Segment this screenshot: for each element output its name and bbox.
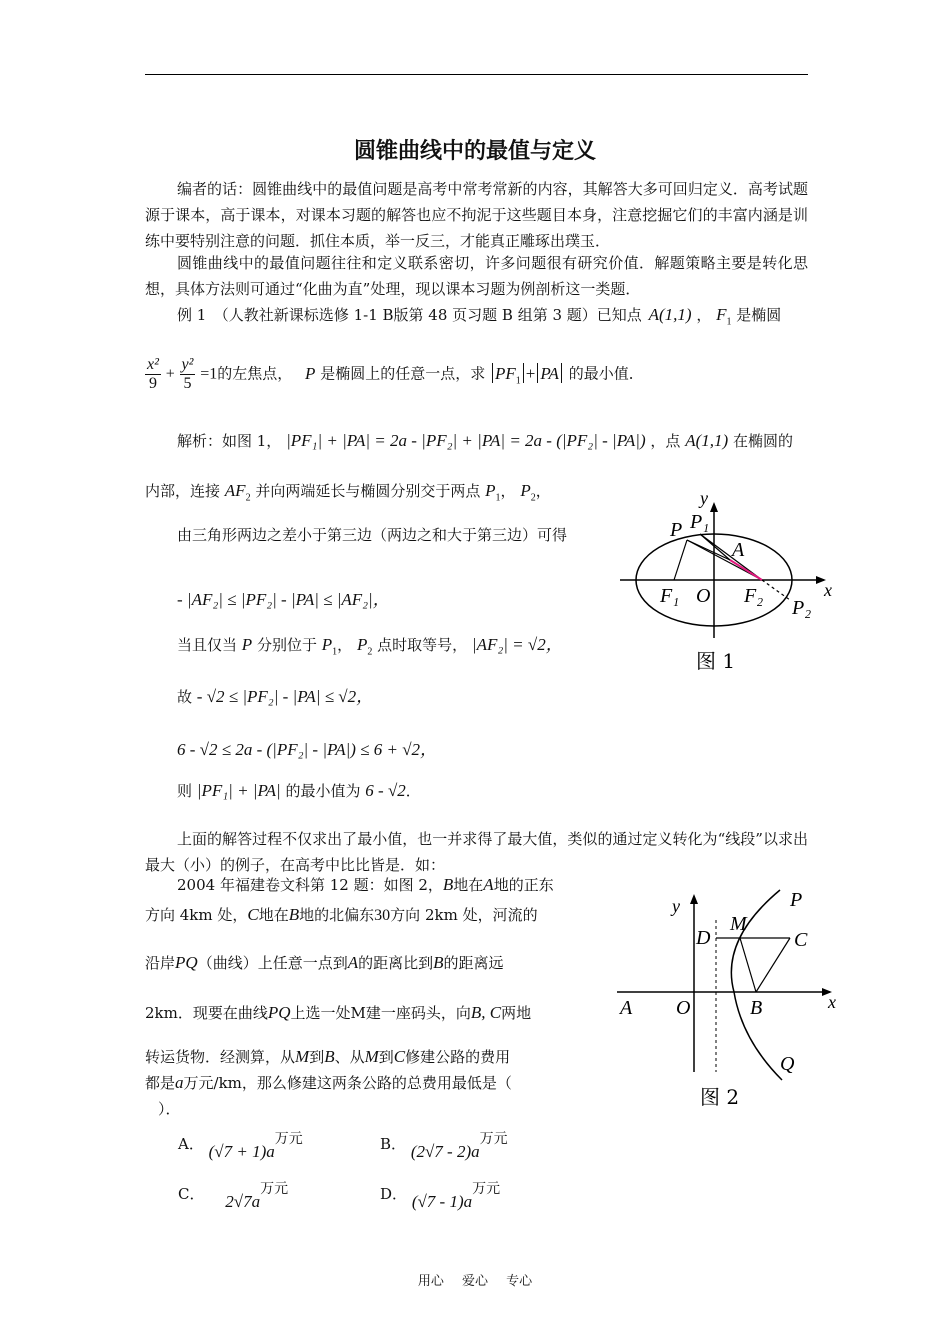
figure-2 [612, 880, 842, 1115]
choice-c: C． $2√7a^{万元}$ [178, 1181, 289, 1211]
fig2-label-d: D [696, 927, 711, 949]
p2-var: $P_2$ [520, 481, 536, 504]
equality-text: 当且仅当 [177, 636, 238, 654]
figure-1 [612, 490, 842, 675]
p-var: P [305, 363, 316, 383]
fig2-bc [756, 938, 790, 992]
inequality-3: 6 - √2 ≤ 2a - (|PF₂| - |PA|) ≤ 6 + √2， [177, 740, 438, 759]
page-footer: 用心 爱心 专心 [417, 1274, 533, 1289]
extend-text: 并向两端延长与椭圆分别交于两点 [255, 482, 481, 500]
header-rule [145, 74, 808, 75]
example1-line: 例 1 （人教社新课标选修 1-1 B版第 48 页习题 B 组第 3 题）已知点 A(1,1) ， $F_1$ 是椭圆 [177, 305, 782, 328]
left-focus-text: 的左焦点， [217, 364, 293, 383]
fig1-label-x: x [824, 580, 832, 600]
fujian-line-7: ）． [158, 1100, 181, 1118]
frac-y: $\frac{\text{y²}}{5}$ [181, 356, 194, 392]
result-line: 则 |PF₁| + |PA| 的最小值为 6 - √2． [177, 781, 421, 800]
equality-mid: 分别位于 [256, 636, 317, 654]
fig1-p1a [700, 534, 730, 560]
fujian-line-2: 方向 4km 处，C地在B地的北偏东30方向 2km 处，河流的 [145, 905, 538, 924]
fig1-dash [762, 580, 790, 600]
p1-var-2: $P_1$ [321, 635, 338, 658]
ellipse-equation-line: $\frac{\text{x²}}{9}$ + $\frac{\text{y²}}{5}$ =1的左焦点， P 是椭圆上的任意一点，求 $PF_1$ + PA 的最小值． [147, 356, 644, 392]
fujian-line-5: 转运货物．经测算，从M到B、从M到C修建公路的费用 [145, 1047, 511, 1066]
p-text: 是椭圆上的任意一点，求 [320, 364, 486, 383]
fujian-line-1: 2004 年福建卷文科第 12 题：如图 2，B地在A地的正东 [177, 875, 554, 894]
fig1-label-f1: F₁ [660, 585, 680, 607]
fig1-label-o: O [696, 585, 711, 607]
fig1-label-f2: F₂ [744, 585, 764, 607]
pf1-pa-expr: $PF_1$ + PA [490, 364, 564, 383]
is-ellipse-text: 是椭圆 [736, 306, 782, 324]
result-value: 6 - √2 [365, 781, 406, 800]
eq-one: =1 [200, 365, 218, 383]
solution-line [177, 430, 793, 451]
p2-var-2: $P_2$ [356, 635, 373, 658]
solution-equation: |PF₁| + |PA| = 2a - |PF₂| + |PA| = 2a - (|PF₂| - |PA|) [286, 431, 646, 450]
triangle-text: 由三角形两边之差小于第三边（两边之和大于第三边）可得 [177, 526, 568, 544]
fig1-label-p: P [670, 519, 683, 541]
fig1-label-a: A [732, 539, 745, 561]
fig2-label-b: B [750, 997, 763, 1019]
result-expression: |PF₁| + |PA| [196, 781, 281, 800]
example1-lead: 例 1 （人教社新课标选修 1-1 B版第 48 页习题 B 组第 3 题）已知点 [177, 306, 642, 324]
fig1-af2 [730, 560, 762, 580]
fig2-y-arrow [690, 894, 698, 904]
fig2-caption: 图 2 [700, 1085, 740, 1109]
fig2-label-q: Q [780, 1053, 795, 1075]
result-text: 的最小值为 [285, 782, 361, 800]
fig1-label-y: y [700, 490, 708, 508]
point-a: A(1,1) [648, 305, 692, 324]
frac-x: $\frac{\text{x²}}{9}$ [147, 356, 159, 392]
f1-var: $F_1$ [716, 305, 732, 328]
fujian-line-6: 都是a万元/km，那么修建这两条公路的总费用最低是（ [145, 1073, 512, 1092]
equality-line: 当且仅当 P 分别位于 $P_1$， $P_2$ 点时取等号， |AF₂| = √2， [177, 635, 563, 658]
af2-var: $AF_2$ [224, 481, 251, 504]
inequality-2: - √2 ≤ |PF₂| - |PA| ≤ √2， [196, 687, 374, 706]
fig2-label-m: M [730, 913, 747, 935]
fig1-caption: 图 1 [696, 649, 736, 673]
fig1-label-p1: P₁ [690, 511, 710, 533]
fig1-y-arrow [710, 502, 718, 512]
p1-var: $P_1$ [485, 481, 501, 504]
fujian-line-3: 沿岸PQ（曲线）上任意一点到A的距离比到B的距离远 [145, 953, 504, 972]
fig2-label-x: x [828, 992, 836, 1012]
choice-a: A． $(√7 + 1)a^{万元}$ [178, 1131, 303, 1161]
intro-paragraph-2: 圆锥曲线中的最值问题往往和定义联系密切，许多问题很有研究价值．解题策略主要是转化思想，具体方法则可通过“化曲为直”处理，现以课本习题为例剖析这一类题． [145, 254, 808, 298]
fig2-label-a: A [620, 997, 633, 1019]
in-ellipse-text: 在椭圆的 [732, 432, 793, 450]
choice-d: D． $(√7 - 1)a^{万元}$ [380, 1181, 501, 1211]
after-paragraph: 上面的解答过程不仅求出了最小值，也一并求得了最大值，类似的通过定义转化为“线段”以求出最大（小）的例子，在高考中比比皆是．如： [145, 830, 808, 874]
therefore-line [177, 682, 373, 707]
point-label: ，点 [650, 432, 681, 450]
therefore-text: 故 [177, 688, 193, 706]
inside-text: 内部，连接 [145, 482, 221, 500]
fig1-label-p2: P₂ [792, 597, 812, 619]
intro-paragraph-1: 编者的话：圆锥曲线中的最值问题是高考中常考常新的内容，其解答大多可回归定义．高考试题源于课本，高于课本，对课本习题的解答也应不拘泥于这些题目本身，注意挖掘它们的丰富内涵是训练中要特别注意的问题．抓住本质，举一反三，才能真正雕琢出璞玉． [145, 180, 808, 250]
inequality-1: - |AF₂| ≤ |PF₂| - |PA| ≤ |AF₂|， [177, 590, 390, 609]
af2-value: |AF₂| = √2， [471, 635, 563, 654]
fig2-label-y: y [672, 896, 680, 916]
page-title: 圆锥曲线中的最值与定义 [353, 138, 596, 164]
fig2-label-c: C [794, 929, 808, 951]
equality-end: 点时取等号， [377, 636, 468, 654]
point-a-ref: A(1,1) [685, 431, 729, 450]
fig2-mb [740, 938, 756, 992]
fig1-pf1 [674, 540, 687, 580]
fig2-label-o: O [676, 997, 691, 1019]
p-var-2: P [241, 635, 253, 654]
solution-label: 解析：如图 1， [177, 432, 282, 450]
connect-line: 内部，连接 $AF_2$ 并向两端延长与椭圆分别交于两点 $P_1$， $P_2$， [145, 481, 551, 504]
min-text: 的最小值． [568, 364, 644, 383]
fig2-label-p: P [790, 889, 803, 911]
choice-b: B． $(2√7 - 2)a^{万元}$ [380, 1131, 508, 1161]
then-text: 则 [177, 782, 193, 800]
fujian-line-4: 2km．现要在曲线PQ上选一处M建一座码头，向B, C两地 [145, 1003, 532, 1022]
